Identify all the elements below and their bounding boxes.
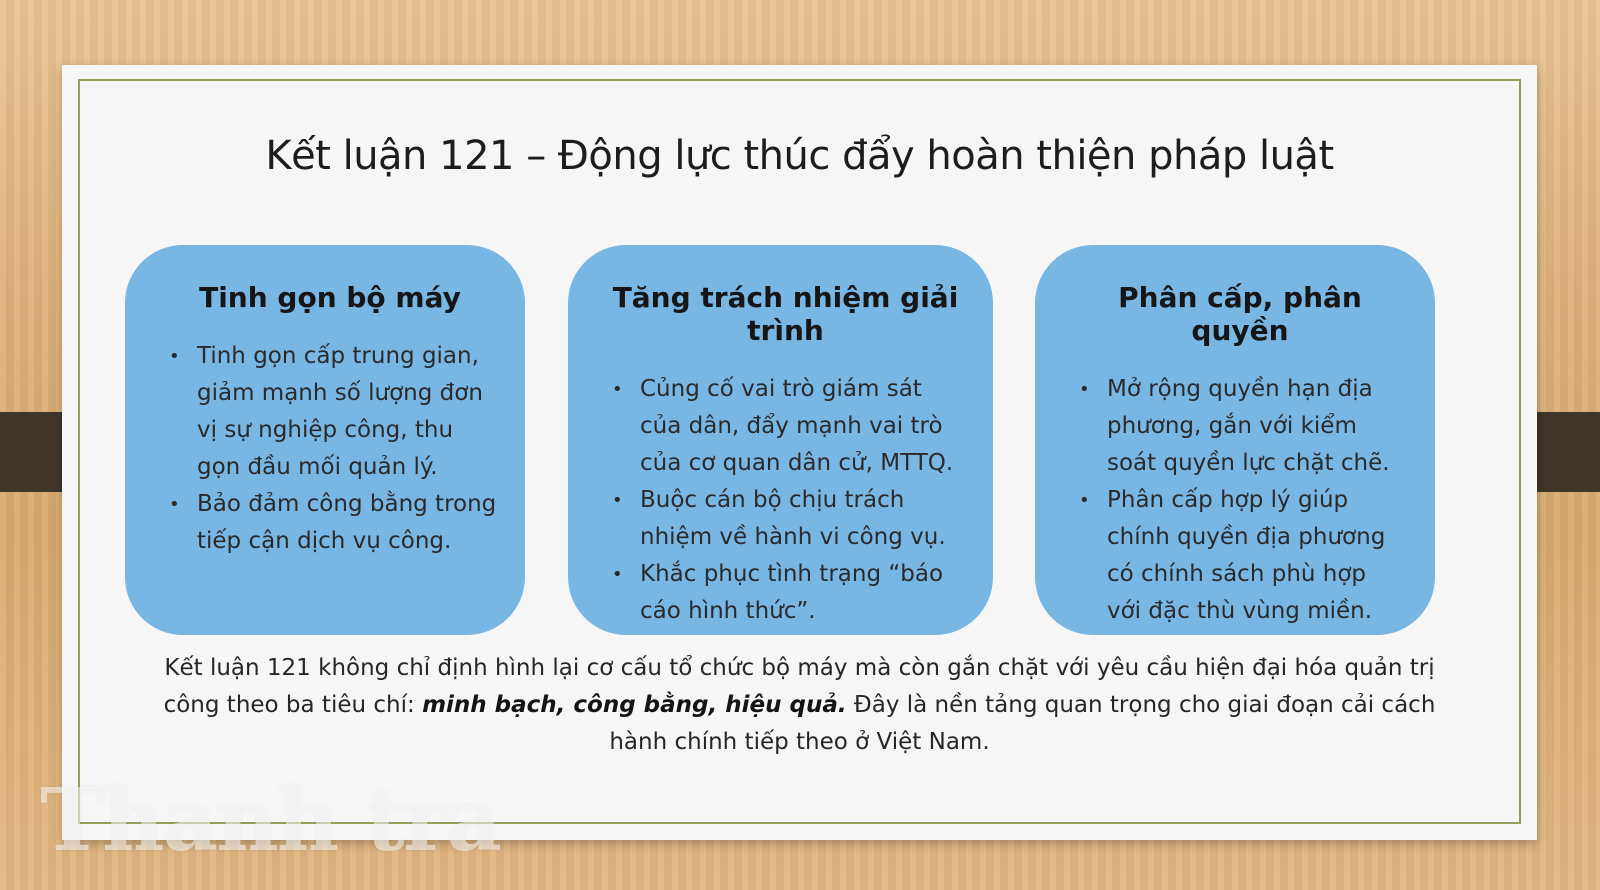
card-bullet: • Khắc phục tình trạng “báo cáo hình thức”.: [606, 556, 965, 630]
conclusion-text: Kết luận 121 không chỉ định hình lại cơ cấu tổ chức bộ máy mà còn gắn chặt với yêu cầu hiện đại hóa quản trị công theo ba tiêu chí:: [163, 655, 1435, 718]
card-bullet-list: [1073, 371, 1407, 630]
card-tinh-gon-bo-may: [125, 245, 525, 635]
card-bullet: • Bảo đảm công bằng trong tiếp cận dịch vụ công.: [163, 486, 497, 560]
card-heading: Tinh gọn bộ máy: [199, 281, 461, 314]
card-bullet-list: [163, 338, 497, 560]
card-bullet: • Buộc cán bộ chịu trách nhiệm về hành vi công vụ.: [606, 482, 965, 556]
conclusion-paragraph: [142, 650, 1457, 761]
card-tang-trach-nhiem: [568, 245, 993, 635]
conclusion-emphasis: minh bạch, công bằng, hiệu quả.: [422, 692, 847, 718]
card-bullet-list: [606, 371, 965, 630]
card-bullet: • Tinh gọn cấp trung gian, giảm mạnh số lượng đơn vị sự nghiệp công, thu gọn đầu mối quản lý.: [163, 338, 497, 486]
slide-title: Kết luận 121 – Động lực thúc đẩy hoàn thiện pháp luật: [265, 133, 1334, 179]
thanh-tra-watermark: Thanh tra: [40, 770, 500, 871]
card-bullet: • Mở rộng quyền hạn địa phương, gắn với kiểm soát quyền lực chặt chẽ.: [1073, 371, 1407, 482]
conclusion-text-end: Đây là nền tảng quan trọng cho giai đoạn cải cách hành chính tiếp theo ở Việt Nam.: [609, 692, 1436, 755]
card-heading: Phân cấp, phân quyền: [1118, 281, 1362, 347]
card-bullet: • Củng cố vai trò giám sát của dân, đẩy mạnh vai trò của cơ quan dân cử, MTTQ.: [606, 371, 965, 482]
card-bullet: • Phân cấp hợp lý giúp chính quyền địa phương có chính sách phù hợp với đặc thù vùng miền.: [1073, 482, 1407, 630]
slide-board: [62, 65, 1537, 840]
card-phan-cap-phan-quyen: [1035, 245, 1435, 635]
card-heading: Tăng trách nhiệm giải trình: [612, 281, 959, 347]
